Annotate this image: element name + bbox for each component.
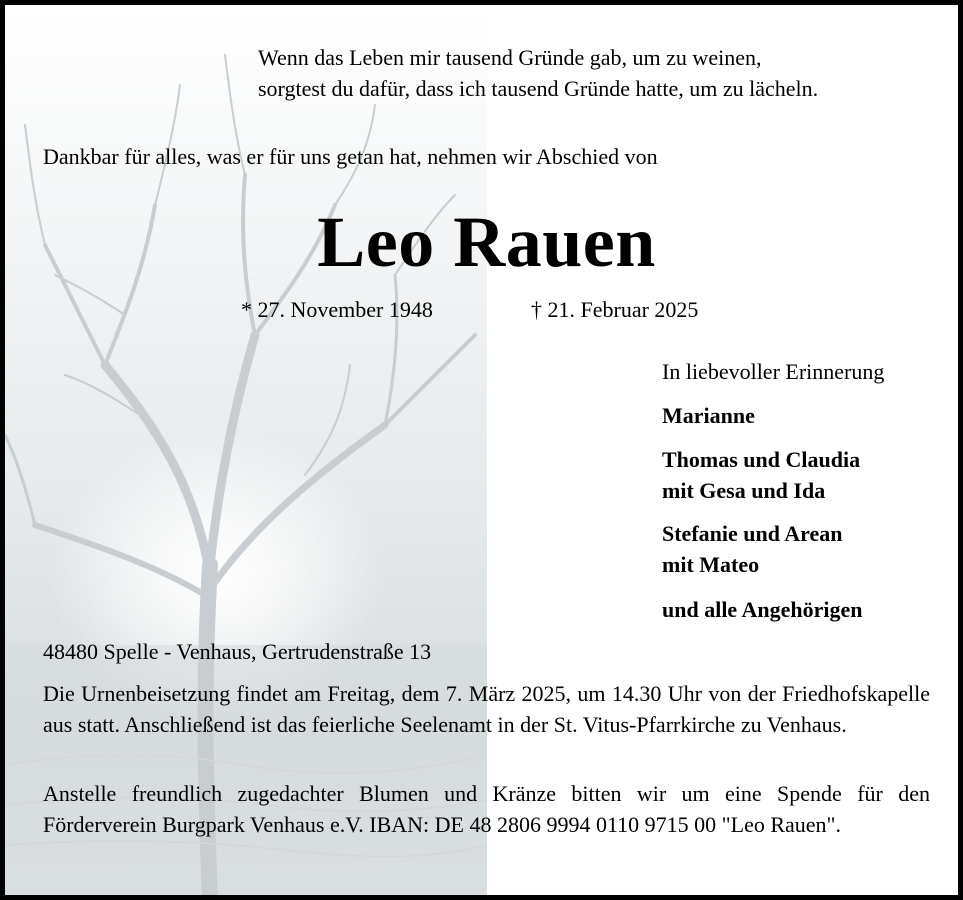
family-member: Stefanie und Arean <box>662 521 843 546</box>
poem-line-2: sorgtest du dafür, dass ich tausend Gründe hatte, um zu lächeln. <box>258 76 819 101</box>
family-signatures <box>662 357 884 625</box>
family-member: und alle Angehörigen <box>662 597 863 622</box>
family-address: 48480 Spelle - Venhaus, Gertrudenstraße 13 <box>43 639 432 664</box>
donation-request: Anstelle freundlich zugedachter Blumen und Kränze bitten wir um eine Spende für den Förderverein Burgpark Venhaus e.V. IBAN: DE 48 2806 9994 0110 9715 00 "Leo Rauen". <box>43 781 930 837</box>
tree-sunset-background-photo <box>5 5 487 900</box>
poem-line-1: Wenn das Leben mir tausend Gründe gab, um zu weinen, <box>258 45 762 70</box>
family-member: Marianne <box>662 403 755 428</box>
deceased-name: Leo Rauen <box>317 202 656 282</box>
family-member: mit Gesa und Ida <box>662 478 826 503</box>
poem-quote <box>258 42 818 104</box>
birth-date: * 27. November 1948 <box>241 297 433 322</box>
family-member: mit Mateo <box>662 552 760 577</box>
family-member: Thomas und Claudia <box>662 447 861 472</box>
in-memory-label: In liebevoller Erinnerung <box>662 359 885 384</box>
funeral-details: Die Urnenbeisetzung findet am Freitag, dem 7. März 2025, um 14.30 Uhr von der Friedhofskapelle aus statt. Anschließend ist das feierliche Seelenamt in der St. Vitus-Pfarrkirche zu Venhaus. <box>43 681 930 737</box>
farewell-intro: Dankbar für alles, was er für uns getan hat, nehmen wir Abschied von <box>43 144 658 169</box>
death-date: † 21. Februar 2025 <box>531 297 699 322</box>
